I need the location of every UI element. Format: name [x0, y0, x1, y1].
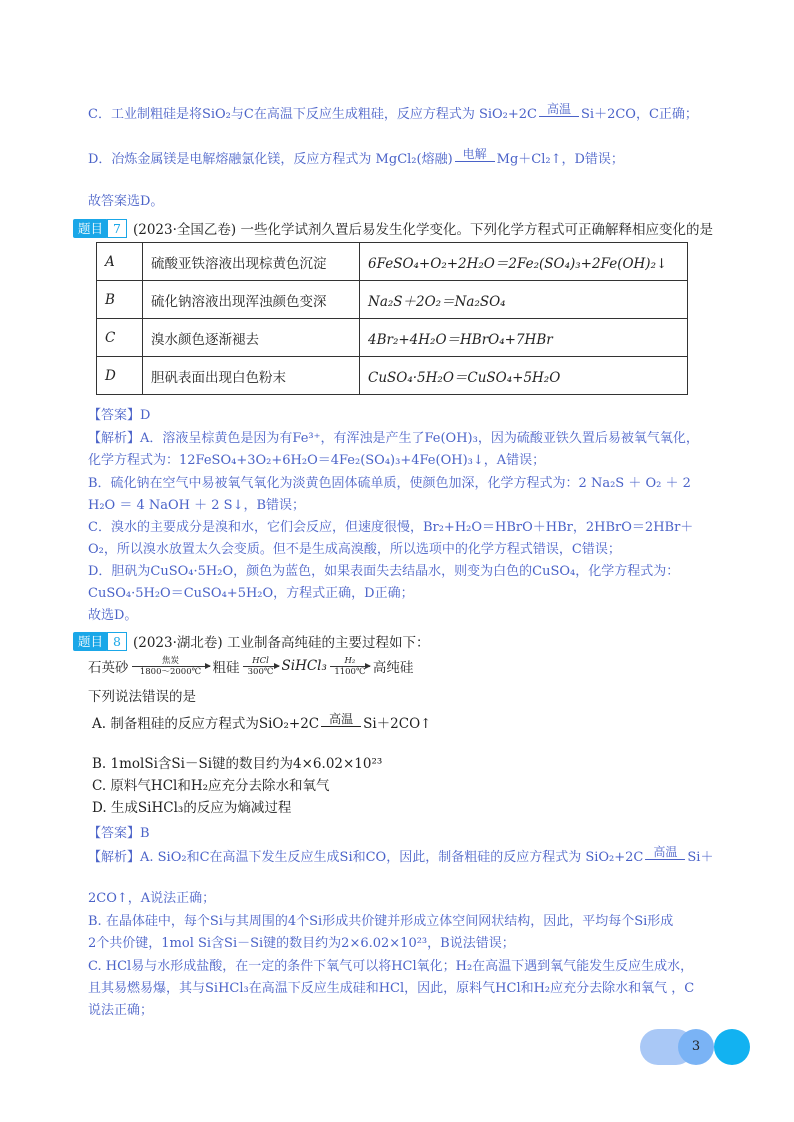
analysis-8-line: 2CO↑，A说法正确； — [88, 891, 216, 906]
analysis-7-line: 【解析】A．溶液呈棕黄色是因为有Fe³⁺，有浑浊是产生了Fe(OH)₃，因为硫酸亚铁久置后易被氧气氧化， — [88, 431, 699, 446]
flow-arrow: H₂ 1100℃ — [330, 656, 370, 677]
analysis-8-line: C. HCl易与水形成盐酸，在一定的条件下氧气可以将HCl氧化；H₂在高温下遇到氧气能发生反应生成水， — [88, 959, 694, 974]
question-ask: 下列说法错误的是 — [88, 689, 196, 705]
reaction-table — [96, 242, 688, 395]
analysis-7-line: D．胆矾为CuSO₄·5H₂O，颜色为蓝色，如果表面失去结晶水，则变为白色的CuSO₄，化学方程式为： — [88, 564, 680, 579]
table-row: B 硫化钠溶液出现浑浊颜色变深 Na₂S＋2O₂＝Na₂SO₄ — [97, 281, 688, 319]
flow-step: 高纯硅 — [372, 659, 414, 676]
analysis-7-line: C．溴水的主要成分是溴和水，它们会反应，但速度很慢，Br₂+H₂O＝HBrO＋HBr，2HBrO＝2HBr＋ — [88, 520, 694, 535]
question-stem: (2023·全国乙卷) 一些化学试剂久置后易发生化学变化。下列化学方程式可正确解释相应变化的是 — [132, 222, 713, 238]
process-flow — [88, 655, 413, 676]
analysis-conclusion: 故答案选D。 — [88, 194, 164, 209]
analysis-7-line: CuSO₄·5H₂O＝CuSO₄+5H₂O，方程式正确，D正确； — [88, 586, 414, 601]
analysis-8-line: 2个共价键，1mol Si含Si－Si键的数目约为2×6.02×10²³，B说法错误； — [88, 936, 515, 951]
analysis-line-c: C．工业制粗硅是将SiO₂与C在高温下反应生成粗硅，反应方程式为 SiO₂+2C 高温 Si＋2CO，C正确； — [88, 102, 698, 122]
flow-step: 粗硅 — [212, 659, 240, 676]
analysis-8-line: 说法正确； — [88, 1003, 154, 1018]
analysis-8-first-line: 【解析】A. SiO₂和C在高温下发生反应生成Si和CO，因此，制备粗硅的反应方程式为 SiO₂+2C 高温 Si＋ — [88, 845, 714, 865]
analysis-line-d: D．冶炼金属镁是电解熔融氯化镁，反应方程式为 MgCl₂(熔融) 电解 Mg＋Cl₂↑，D错误； — [88, 147, 624, 167]
flow-arrow: 焦炭 1800～2000℃ — [132, 656, 210, 677]
analysis-7-line: 化学方程式为：12FeSO₄+3O₂+6H₂O＝4Fe₂(SO₄)₃+4Fe(OH)₃↓，A错误； — [88, 453, 546, 468]
option-a: A. 制备粗硅的反应方程式为SiO₂+2C 高温 Si＋2CO↑ — [92, 712, 432, 732]
option-b: B. 1molSi含Si－Si键的数目约为4×6.02×10²³ — [92, 756, 383, 772]
answer-8: 【答案】B — [88, 826, 150, 841]
table-row: D 胆矾表面出现白色粉末 CuSO₄·5H₂O＝CuSO₄+5H₂O — [97, 357, 688, 395]
question-7-header — [73, 218, 713, 238]
flow-step: 石英砂 — [88, 659, 129, 676]
analysis-7-line: O₂，所以溴水放置太久会变质。但不是生成高溴酸，所以选项中的化学方程式错误，C错误； — [88, 542, 621, 557]
flow-step: SiHCl₃ — [281, 657, 327, 674]
option-c: C. 原料气HCl和H₂应充分去除水和氧气 — [92, 778, 330, 794]
table-row: C 溴水颜色逐渐褪去 4Br₂+4H₂O＝HBrO₄+7HBr — [97, 319, 688, 357]
flow-arrow: HCl 300℃ — [243, 656, 279, 677]
page-decoration-right — [714, 1029, 750, 1065]
page-number: 3 — [678, 1029, 714, 1065]
question-badge: 题目 — [73, 219, 108, 238]
analysis-7-line: B．硫化钠在空气中易被氧气氧化为淡黄色固体硫单质，使颜色加深，化学方程式为：2 Na₂S ＋ O₂ ＋ 2 — [88, 476, 691, 491]
analysis-8-line: B. 在晶体硅中，每个Si与其周围的4个Si形成共价键并形成立体空间网状结构，因此，平均每个Si形成 — [88, 914, 674, 929]
analysis-7-line: H₂O ＝ 4 NaOH ＋ 2 S↓，B错误； — [88, 498, 306, 513]
analysis-7-line: 故选D。 — [88, 608, 138, 623]
table-row: A 硫酸亚铁溶液出现棕黄色沉淀 6FeSO₄+O₂+2H₂O＝2Fe₂(SO₄)₃+2Fe(OH)₂↓ — [97, 243, 688, 281]
question-number: 8 — [107, 632, 127, 651]
option-d: D. 生成SiHCl₃的反应为熵减过程 — [92, 800, 292, 816]
question-8-header — [73, 631, 429, 651]
answer-7: 【答案】D — [88, 408, 151, 423]
question-number: 7 — [107, 219, 127, 238]
question-stem: (2023·湖北卷) 工业制备高纯硅的主要过程如下： — [132, 635, 430, 651]
question-badge: 题目 — [73, 632, 108, 651]
analysis-8-line: 且其易燃易爆，其与SiHCl₃在高温下反应生成硅和HCl，因此，原料气HCl和H₂应充分去除水和氧气 ，C — [88, 981, 695, 996]
